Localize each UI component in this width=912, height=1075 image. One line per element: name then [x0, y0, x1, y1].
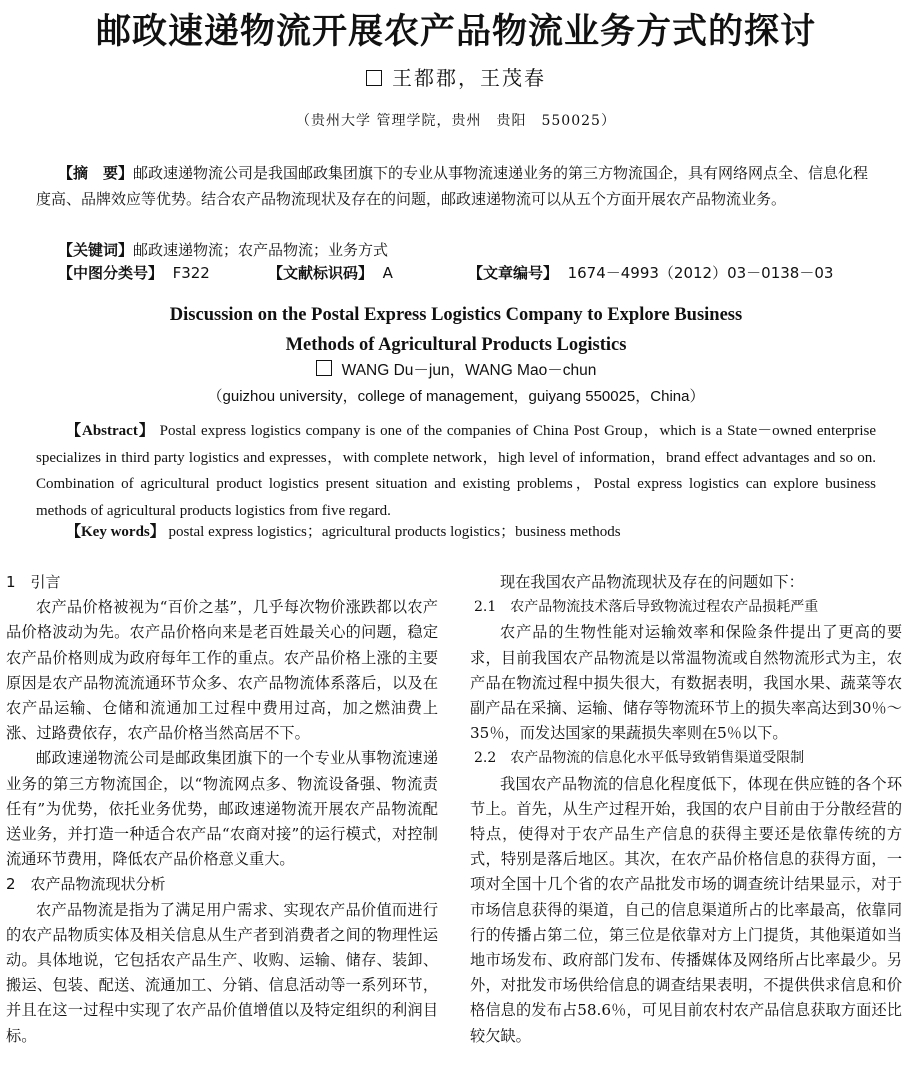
abstract-en-label: 【Abstract】	[66, 423, 155, 439]
affiliation: （贵州大学 管理学院，贵州 贵阳 550025）	[296, 113, 616, 129]
english-title-line1: Discussion on the Postal Express Logistics Company to Explore Business	[169, 305, 743, 325]
abstract-cn-label: 【摘 要】	[58, 164, 134, 182]
keywords-en-label: 【Key words】	[66, 524, 165, 540]
keywords-cn-label: 【关键词】	[58, 241, 134, 259]
english-affiliation: （guizhou university，college of management，guiyang 550025，China）	[207, 388, 705, 405]
section-2-2-paragraph: 我国农产品物流的信息化程度低下，体现在供应链的各个环节上。首先，从生产过程开始，我国的农户目前由于分散经营的特点，使得对于农产品生产信息的获得主要还是依靠传统的方式，特别是落后地区。其次，在农产品价格信息的获得方面，一项对全国十几个省的农产品批发市场的调查统计结果显示，对于市场信息获得的渠道，自己的信息渠道所占的比率最高，依靠同行的传播占第二位，第三位是依靠对方上门提货，其他渠道如当地市场发布、政府部门发布、传播媒体及网络所占比率最少。另外，对批发市场供给信息的调查结果表明，不提供供求信息和价格信息的发布占58.6％，可见目前农村农产品信息获取方面还比较欠缺。	[470, 774, 902, 1045]
clc-label: 【中图分类号】	[58, 264, 164, 282]
square-box-icon	[316, 360, 332, 376]
keywords-en	[66, 520, 621, 541]
left-column	[6, 570, 438, 1049]
keywords-cn	[58, 237, 898, 263]
author-line	[0, 62, 912, 91]
right-column	[470, 570, 902, 1049]
abstract-cn	[36, 160, 876, 212]
abstract-cn-text: 邮政速递物流公司是我国邮政集团旗下的专业从事物流速递业务的第三方物流国企，具有网络网点全、信息化程度高、品牌效应等优势。结合农产品物流现状及存在的问题，邮政速递物流可以从五个方面开展农产品物流业务。	[36, 164, 869, 208]
abstract-en	[36, 418, 876, 524]
english-author-line	[0, 358, 912, 380]
square-box-icon	[366, 70, 382, 86]
doc-code-value: A	[382, 264, 393, 282]
section-1-paragraph-2: 邮政速递物流公司是邮政集团旗下的一个专业从事物流速递业务的第三方物流国企，以“物流网点多、物流设备强、物流责任有”为优势，依托业务优势，邮政速递物流开展农产品物流配送业务，并打造一种适合农产品“农商对接”的运行模式，对控制流通环节费用，降低农产品价格意义重大。	[6, 749, 438, 869]
clc-value: F322	[172, 264, 210, 282]
paper-title: 邮政速递物流开展农产品物流业务方式的探讨	[95, 12, 816, 52]
article-no-label: 【文章编号】	[468, 264, 559, 282]
section-2-1-paragraph: 农产品的生物性能对运输效率和保险条件提出了更高的要求，目前我国农产品物流是以常温物流或自然物流形式为主，农产品在物流过程中损失很大，有数据表明，我国水果、蔬菜等农副产品在采摘、运输、储存等物流环节上的损失率高达到30％～35％，而发达国家的果蔬损失率则在5％以下。	[470, 623, 902, 743]
section-1-paragraph-1: 农产品价格被视为“百价之基”，几乎每次物价涨跌都以农产品价格波动为先。农产品价格向来是老百姓最关心的问题，稳定农产品价格则成为政府每年工作的重点。农产品价格上涨的主要原因是农产品物流流通环节众多、农产品物流体系落后，以及在农产品运输、仓储和流通加工过程中费用过高，加之燃油费上涨、过路费依存，农产品价格当然高居不下。	[6, 598, 438, 743]
authors: 王都郡，王茂春	[392, 66, 546, 90]
classification-line	[58, 262, 878, 283]
keywords-cn-text: 邮政速递物流；农产品物流；业务方式	[133, 241, 389, 259]
section-2-heading: 2 农产品物流现状分析	[6, 875, 166, 894]
article-no-value: 1674－4993（2012）03－0138－03	[567, 264, 834, 282]
doc-code-label: 【文献标识码】	[268, 264, 374, 282]
section-2-1-heading: 2.1 农产品物流技术落后导致物流过程农产品损耗严重	[474, 599, 819, 616]
english-title	[0, 300, 912, 360]
abstract-en-text: Postal express logistics company is one of the companies of China Post Group，which is a State－owned enterprise specializes in third party logistics and expresses，with complete network，high level of information，brand effect advantages and so on. Combination of agricultural product logistics present situation and existing problems，Postal express logistics can explore business methods of agricultural products logistics from five regard.	[36, 423, 877, 519]
keywords-en-text: postal express logistics；agricultural products logistics；business methods	[168, 524, 621, 540]
section-2-2-heading: 2.2 农产品物流的信息化水平低导致销售渠道受限制	[474, 750, 805, 767]
english-title-line2: Methods of Agricultural Products Logistics	[285, 335, 627, 355]
english-authors: WANG Du－jun，WANG Mao－chun	[341, 362, 597, 379]
section-2-intro: 现在我国农产品物流现状及存在的问题如下：	[500, 573, 804, 591]
section-1-heading: 1 引言	[6, 573, 61, 591]
section-2-paragraph-1: 农产品物流是指为了满足用户需求、实现农产品价值而进行的农产品物质实体及相关信息从生产者到消费者之间的物理性运动。具体地说，它包括农产品生产、收购、运输、储存、装卸、搬运、包装、配送、流通加工、分销、信息活动等一系列环节，并且在这一过程中实现了农产品价值增值以及特定组织的利润目标。	[6, 900, 438, 1045]
